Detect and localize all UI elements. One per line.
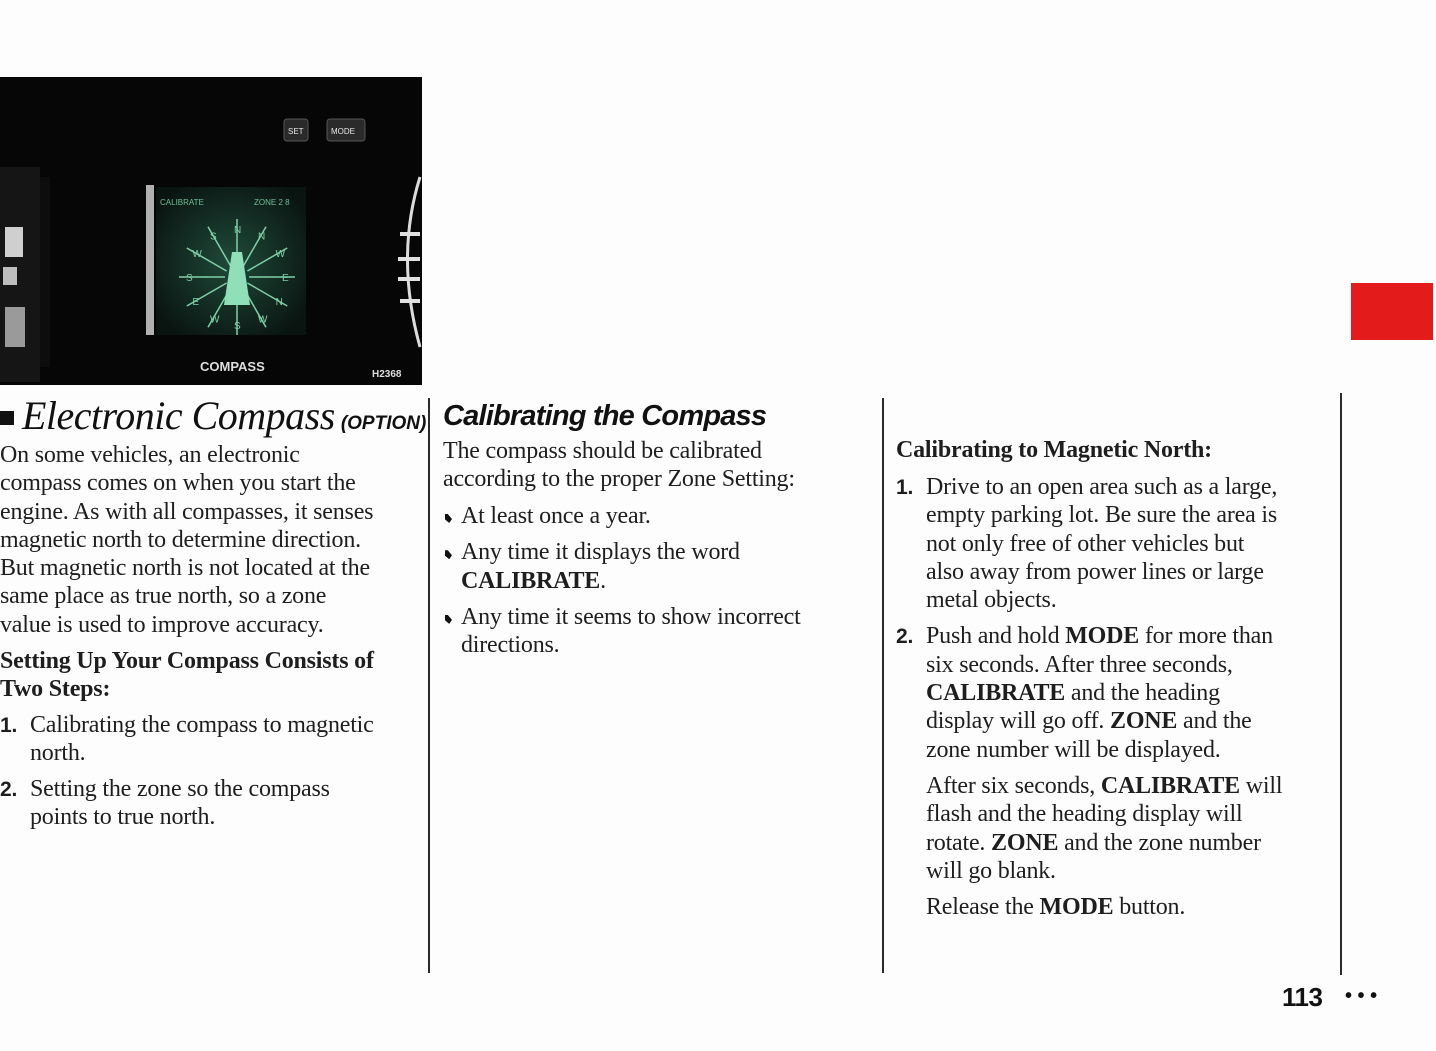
zone-indicator: ZONE 2 8 (254, 198, 290, 207)
step-line: points to true north. (30, 803, 216, 830)
mode-button-label: MODE (331, 127, 355, 136)
compass-direction-letter: N (234, 225, 242, 236)
compass-direction-letter: E (192, 297, 200, 308)
bullet-icon (445, 550, 452, 559)
step-paragraph (926, 893, 1336, 921)
page-dots: • • • (1345, 985, 1378, 1007)
compass-direction-letter: S (186, 273, 193, 284)
compass-direction-letter: W (275, 249, 286, 260)
calibration-bullets (443, 502, 863, 667)
text: flash and the heading display will (926, 801, 1243, 828)
compass-direction-letter: E (282, 273, 289, 284)
step-number: 1. (0, 714, 18, 737)
intro-line: magnetic north to determine direction. (0, 526, 361, 553)
compass-label: COMPASS (200, 359, 265, 374)
step-paragraph (926, 772, 1336, 885)
step-paragraph (926, 622, 1336, 763)
text: and the heading (1065, 680, 1220, 707)
intro-line: The compass should be calibrated (443, 438, 762, 464)
intro-line: On some vehicles, an electronic (0, 442, 300, 468)
calibrate-word: CALIBRATE (926, 680, 1066, 707)
zone-word: ZONE (991, 829, 1059, 856)
bullet-icon (445, 514, 452, 523)
text: will go blank. (926, 857, 1056, 884)
list-item (0, 775, 420, 832)
list-item (443, 502, 863, 530)
intro-paragraph (0, 441, 420, 639)
square-bullet-icon (0, 411, 14, 425)
compass-photo (0, 77, 422, 385)
text: six seconds. After three seconds, (926, 651, 1233, 678)
step-line: Setting the zone so the compass (30, 775, 330, 802)
zone-word: ZONE (1110, 708, 1178, 735)
list-item (443, 538, 863, 595)
list-item (0, 711, 420, 768)
column-divider-2 (882, 398, 884, 973)
page-number: 113 (1282, 982, 1323, 1012)
list-item (896, 622, 1336, 921)
compass-direction-letter: W (210, 314, 220, 326)
figure-code: H2368 (372, 369, 402, 380)
step-line: Drive to an open area such as a large, (926, 474, 1278, 500)
setup-steps-list (0, 711, 420, 838)
intro-line: engine. As with all compasses, it senses (0, 498, 374, 525)
magnetic-north-heading: Calibrating to Magnetic North: (896, 437, 1212, 463)
bullet-period: . (600, 567, 606, 594)
calibrating-title: Calibrating the Compass (443, 400, 767, 432)
magnetic-north-steps (896, 473, 1336, 929)
calibrate-word: CALIBRATE (1100, 772, 1240, 799)
compass-direction-letter: W (258, 314, 268, 326)
setup-subheading (0, 647, 420, 704)
step-line: metal objects. (926, 587, 1057, 614)
text: zone number will be displayed. (926, 736, 1221, 763)
step-line: empty parking lot. Be sure the area is (926, 502, 1277, 529)
mode-word: MODE (1065, 623, 1140, 650)
compass-direction-letter: N (258, 231, 266, 243)
step-line: Calibrating the compass to magnetic (30, 712, 374, 738)
bullet-text: Any time it seems to show incorrect (461, 603, 801, 630)
list-item (443, 603, 863, 660)
text: After six seconds, (926, 772, 1101, 799)
text: rotate. (926, 829, 992, 856)
bullet-text: Any time it displays the word (461, 539, 740, 566)
calibrate-word: CALIBRATE (461, 567, 601, 594)
step-number: 2. (896, 625, 914, 649)
intro-line: according to the proper Zone Setting: (443, 466, 795, 493)
step-line: not only free of other vehicles but (926, 530, 1245, 557)
column-divider-3 (1340, 393, 1342, 975)
calibrate-indicator: CALIBRATE (160, 198, 204, 207)
bullet-text: At least once a year. (461, 503, 651, 529)
step-number: 1. (896, 476, 914, 499)
subheading-line: Setting Up Your Compass Consists of (0, 648, 374, 674)
intro-line: same place as true north, so a zone (0, 583, 327, 610)
list-item (896, 473, 1336, 614)
subheading-line: Two Steps: (0, 676, 111, 703)
text: will (1239, 772, 1283, 799)
step-number: 2. (0, 777, 18, 801)
compass-direction-letter: N (275, 297, 283, 308)
text: display will go off. (926, 708, 1111, 735)
calibrating-intro (443, 437, 863, 494)
text: Push and hold (926, 623, 1066, 650)
bullet-icon (445, 615, 452, 624)
step-line: also away from power lines or large (926, 558, 1264, 585)
compass-direction-letter: S (210, 231, 217, 243)
mode-word: MODE (1039, 894, 1114, 921)
section-title (0, 392, 426, 439)
intro-line: value is used to improve accuracy. (0, 611, 324, 638)
intro-line: compass comes on when you start the (0, 470, 356, 497)
compass-direction-letter: W (192, 249, 202, 260)
compass-direction-letter: S (234, 321, 241, 332)
text: for more than (1139, 623, 1273, 650)
intro-line: But magnetic north is not located at the (0, 555, 370, 582)
option-tag: (OPTION) (340, 413, 427, 434)
section-title-text: Electronic Compass (22, 393, 335, 438)
column-divider-1 (428, 398, 430, 973)
text: button. (1113, 894, 1186, 921)
bullet-text: directions. (461, 632, 560, 659)
text: and the zone number (1058, 829, 1261, 856)
step-line: north. (30, 740, 86, 767)
text: and the (1177, 708, 1252, 735)
section-tab-marker (1351, 283, 1433, 340)
set-button-label: SET (288, 127, 304, 136)
text: Release the (926, 894, 1040, 921)
